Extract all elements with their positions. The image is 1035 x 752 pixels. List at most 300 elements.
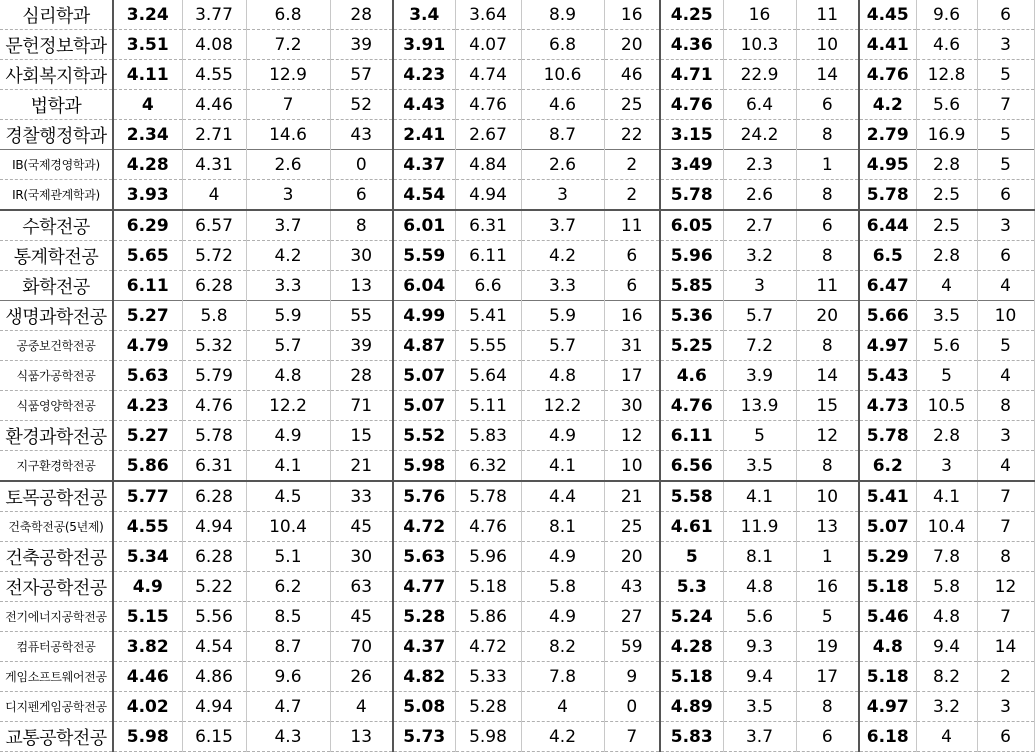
value-cell: 8.5 (246, 602, 330, 632)
value-cell: 8 (330, 210, 393, 241)
value-cell: 63 (330, 572, 393, 602)
value-cell: 4.84 (455, 150, 521, 180)
value-cell: 5.63 (393, 542, 455, 572)
value-cell: 8 (796, 451, 859, 482)
value-cell: 33 (330, 481, 393, 512)
value-cell: 5.07 (393, 361, 455, 391)
value-cell: 9.4 (723, 662, 796, 692)
value-cell: 3.49 (660, 150, 723, 180)
value-cell: 4.46 (182, 90, 246, 120)
value-cell: 5.33 (455, 662, 521, 692)
value-cell: 6.11 (113, 271, 182, 301)
value-cell: 4 (182, 180, 246, 211)
value-cell: 5.86 (455, 602, 521, 632)
value-cell: 22.9 (723, 60, 796, 90)
value-cell: 10.4 (246, 512, 330, 542)
value-cell: 4.37 (393, 632, 455, 662)
value-cell: 4.55 (182, 60, 246, 90)
value-cell: 10 (604, 451, 660, 482)
value-cell: 20 (604, 542, 660, 572)
value-cell: 9.4 (916, 632, 977, 662)
value-cell: 8.7 (521, 120, 604, 150)
value-cell: 4.76 (859, 60, 916, 90)
value-cell: 5.8 (182, 301, 246, 331)
value-cell: 4.1 (521, 451, 604, 482)
value-cell: 8 (796, 241, 859, 271)
value-cell: 5.18 (859, 572, 916, 602)
value-cell: 11.9 (723, 512, 796, 542)
value-cell: 4 (977, 271, 1034, 301)
value-cell: 3.2 (916, 692, 977, 722)
value-cell: 5.83 (455, 421, 521, 451)
table-row (0, 602, 1034, 632)
value-cell: 4.5 (246, 481, 330, 512)
value-cell: 3.2 (723, 241, 796, 271)
value-cell: 5.78 (660, 180, 723, 211)
value-cell: 59 (604, 632, 660, 662)
value-cell: 21 (330, 451, 393, 482)
table-row (0, 120, 1034, 150)
value-cell: 6.11 (660, 421, 723, 451)
value-cell: 8 (796, 180, 859, 211)
value-cell: 4.94 (182, 692, 246, 722)
value-cell: 28 (330, 361, 393, 391)
value-cell: 15 (330, 421, 393, 451)
value-cell: 10 (796, 481, 859, 512)
value-cell: 4.8 (246, 361, 330, 391)
value-cell: 6 (604, 271, 660, 301)
value-cell: 2.6 (246, 150, 330, 180)
value-cell: 5.65 (113, 241, 182, 271)
value-cell: 2.34 (113, 120, 182, 150)
value-cell: 4.76 (455, 512, 521, 542)
value-cell: 2.5 (916, 210, 977, 241)
value-cell: 5.78 (455, 481, 521, 512)
value-cell: 4.11 (113, 60, 182, 90)
value-cell: 5.07 (393, 391, 455, 421)
value-cell: 5.63 (113, 361, 182, 391)
department-name-cell: IR(국제관계학과) (0, 180, 113, 211)
value-cell: 6.32 (455, 451, 521, 482)
value-cell: 4 (113, 90, 182, 120)
value-cell: 3.7 (723, 722, 796, 752)
value-cell: 11 (796, 0, 859, 30)
value-cell: 6 (977, 722, 1034, 752)
value-cell: 5.1 (246, 542, 330, 572)
value-cell: 4.7 (246, 692, 330, 722)
value-cell: 6.04 (393, 271, 455, 301)
value-cell: 5.78 (859, 180, 916, 211)
value-cell: 3 (977, 30, 1034, 60)
table-row (0, 481, 1034, 512)
department-name-cell: 교통공학전공 (0, 722, 113, 752)
value-cell: 4.2 (246, 241, 330, 271)
value-cell: 2.41 (393, 120, 455, 150)
value-cell: 4.99 (393, 301, 455, 331)
value-cell: 17 (604, 361, 660, 391)
value-cell: 27 (604, 602, 660, 632)
value-cell: 5.7 (723, 301, 796, 331)
value-cell: 4.46 (113, 662, 182, 692)
value-cell: 5.11 (455, 391, 521, 421)
value-cell: 4.8 (916, 602, 977, 632)
value-cell: 5.43 (859, 361, 916, 391)
value-cell: 6.01 (393, 210, 455, 241)
table-row (0, 90, 1034, 120)
value-cell: 5.98 (455, 722, 521, 752)
value-cell: 3.5 (916, 301, 977, 331)
value-cell: 4 (330, 692, 393, 722)
value-cell: 46 (604, 60, 660, 90)
table-row (0, 572, 1034, 602)
value-cell: 6.28 (182, 481, 246, 512)
table-row (0, 150, 1034, 180)
value-cell: 5.72 (182, 241, 246, 271)
value-cell: 5.83 (660, 722, 723, 752)
value-cell: 4 (916, 271, 977, 301)
table-row (0, 361, 1034, 391)
value-cell: 5 (796, 602, 859, 632)
value-cell: 4.31 (182, 150, 246, 180)
value-cell: 4.9 (113, 572, 182, 602)
value-cell: 12 (796, 421, 859, 451)
value-cell: 13 (330, 722, 393, 752)
value-cell: 71 (330, 391, 393, 421)
value-cell: 7.8 (521, 662, 604, 692)
value-cell: 7 (604, 722, 660, 752)
value-cell: 4.76 (660, 90, 723, 120)
value-cell: 6 (977, 0, 1034, 30)
value-cell: 4.6 (660, 361, 723, 391)
value-cell: 3 (916, 451, 977, 482)
value-cell: 5.56 (182, 602, 246, 632)
value-cell: 16 (604, 0, 660, 30)
table-row (0, 60, 1034, 90)
value-cell: 39 (330, 331, 393, 361)
value-cell: 8.1 (521, 512, 604, 542)
value-cell: 4.1 (723, 481, 796, 512)
value-cell: 5.41 (859, 481, 916, 512)
value-cell: 5.6 (916, 90, 977, 120)
value-cell: 28 (330, 0, 393, 30)
value-cell: 5.3 (660, 572, 723, 602)
value-cell: 3.9 (723, 361, 796, 391)
department-name-cell: 환경과학전공 (0, 421, 113, 451)
table-row (0, 241, 1034, 271)
value-cell: 5.9 (521, 301, 604, 331)
value-cell: 5.59 (393, 241, 455, 271)
value-cell: 4.28 (660, 632, 723, 662)
value-cell: 0 (330, 150, 393, 180)
value-cell: 5.58 (660, 481, 723, 512)
value-cell: 6.2 (859, 451, 916, 482)
value-cell: 5.36 (660, 301, 723, 331)
value-cell: 4.86 (182, 662, 246, 692)
value-cell: 7.2 (246, 30, 330, 60)
value-cell: 17 (796, 662, 859, 692)
value-cell: 9 (604, 662, 660, 692)
value-cell: 5.79 (182, 361, 246, 391)
value-cell: 4.89 (660, 692, 723, 722)
value-cell: 4.43 (393, 90, 455, 120)
value-cell: 3.82 (113, 632, 182, 662)
value-cell: 4.08 (182, 30, 246, 60)
value-cell: 8 (977, 542, 1034, 572)
value-cell: 4.8 (859, 632, 916, 662)
value-cell: 11 (796, 271, 859, 301)
value-cell: 4.79 (113, 331, 182, 361)
value-cell: 2.6 (521, 150, 604, 180)
value-cell: 5.18 (660, 662, 723, 692)
value-cell: 6 (977, 241, 1034, 271)
value-cell: 4.9 (521, 602, 604, 632)
value-cell: 6.5 (859, 241, 916, 271)
value-cell: 26 (330, 662, 393, 692)
department-name-cell: 건축공학전공 (0, 542, 113, 572)
value-cell: 4.28 (113, 150, 182, 180)
value-cell: 5 (977, 60, 1034, 90)
value-cell: 4.61 (660, 512, 723, 542)
value-cell: 20 (604, 30, 660, 60)
value-cell: 8 (796, 120, 859, 150)
value-cell: 12.9 (246, 60, 330, 90)
value-cell: 4.76 (182, 391, 246, 421)
value-cell: 4.23 (393, 60, 455, 90)
value-cell: 9.3 (723, 632, 796, 662)
value-cell: 7.2 (723, 331, 796, 361)
department-name-cell: 전자공학전공 (0, 572, 113, 602)
value-cell: 13 (796, 512, 859, 542)
value-cell: 5.8 (521, 572, 604, 602)
value-cell: 3 (723, 271, 796, 301)
value-cell: 8.9 (521, 0, 604, 30)
table-row (0, 331, 1034, 361)
table-row (0, 662, 1034, 692)
table-row (0, 271, 1034, 301)
value-cell: 16.9 (916, 120, 977, 150)
value-cell: 5.08 (393, 692, 455, 722)
value-cell: 4.77 (393, 572, 455, 602)
value-cell: 30 (604, 391, 660, 421)
value-cell: 5 (977, 150, 1034, 180)
value-cell: 6.31 (182, 451, 246, 482)
value-cell: 31 (604, 331, 660, 361)
value-cell: 2.79 (859, 120, 916, 150)
value-cell: 3 (521, 180, 604, 211)
value-cell: 3.93 (113, 180, 182, 211)
value-cell: 4.36 (660, 30, 723, 60)
department-name-cell: 건축학전공(5년제) (0, 512, 113, 542)
value-cell: 4.82 (393, 662, 455, 692)
value-cell: 4.6 (916, 30, 977, 60)
department-name-cell: 문헌정보학과 (0, 30, 113, 60)
value-cell: 3.7 (246, 210, 330, 241)
value-cell: 6 (604, 241, 660, 271)
department-name-cell: 게임소프트웨어전공 (0, 662, 113, 692)
value-cell: 4.6 (521, 90, 604, 120)
value-cell: 6.11 (455, 241, 521, 271)
table-row (0, 421, 1034, 451)
value-cell: 3.77 (182, 0, 246, 30)
value-cell: 5.29 (859, 542, 916, 572)
value-cell: 2.5 (916, 180, 977, 211)
value-cell: 12 (604, 421, 660, 451)
value-cell: 10.6 (521, 60, 604, 90)
department-name-cell: 전기에너지공학전공 (0, 602, 113, 632)
table-row (0, 0, 1034, 30)
table-row (0, 692, 1034, 722)
value-cell: 6.8 (521, 30, 604, 60)
value-cell: 5.15 (113, 602, 182, 632)
value-cell: 3.5 (723, 692, 796, 722)
value-cell: 4.1 (916, 481, 977, 512)
department-name-cell: 수학전공 (0, 210, 113, 241)
value-cell: 4.07 (455, 30, 521, 60)
value-cell: 5.85 (660, 271, 723, 301)
value-cell: 4.2 (521, 722, 604, 752)
value-cell: 12.8 (916, 60, 977, 90)
value-cell: 8.2 (916, 662, 977, 692)
value-cell: 7.8 (916, 542, 977, 572)
value-cell: 4.2 (521, 241, 604, 271)
value-cell: 3 (977, 421, 1034, 451)
value-cell: 4.54 (393, 180, 455, 211)
department-name-cell: 생명과학전공 (0, 301, 113, 331)
department-name-cell: 컴퓨터공학전공 (0, 632, 113, 662)
value-cell: 11 (604, 210, 660, 241)
value-cell: 5.34 (113, 542, 182, 572)
value-cell: 45 (330, 602, 393, 632)
value-cell: 4.02 (113, 692, 182, 722)
value-cell: 5.7 (521, 331, 604, 361)
value-cell: 14.6 (246, 120, 330, 150)
value-cell: 6.31 (455, 210, 521, 241)
value-cell: 3.64 (455, 0, 521, 30)
value-cell: 3.15 (660, 120, 723, 150)
value-cell: 3.3 (521, 271, 604, 301)
value-cell: 6.28 (182, 542, 246, 572)
department-name-cell: 디지펜게임공학전공 (0, 692, 113, 722)
value-cell: 4.95 (859, 150, 916, 180)
value-cell: 30 (330, 542, 393, 572)
value-cell: 5.18 (859, 662, 916, 692)
department-name-cell: 법학과 (0, 90, 113, 120)
value-cell: 6.28 (182, 271, 246, 301)
table-row (0, 512, 1034, 542)
value-cell: 2.8 (916, 421, 977, 451)
value-cell: 2.8 (916, 150, 977, 180)
value-cell: 2.3 (723, 150, 796, 180)
department-name-cell: 심리학과 (0, 0, 113, 30)
value-cell: 4.73 (859, 391, 916, 421)
value-cell: 9.6 (916, 0, 977, 30)
department-name-cell: 식품영양학전공 (0, 391, 113, 421)
value-cell: 3.51 (113, 30, 182, 60)
value-cell: 8.7 (246, 632, 330, 662)
value-cell: 5.6 (723, 602, 796, 632)
value-cell: 4.41 (859, 30, 916, 60)
value-cell: 25 (604, 90, 660, 120)
value-cell: 2.71 (182, 120, 246, 150)
value-cell: 4.54 (182, 632, 246, 662)
value-cell: 4.76 (455, 90, 521, 120)
value-cell: 4.1 (246, 451, 330, 482)
value-cell: 6.44 (859, 210, 916, 241)
value-cell: 21 (604, 481, 660, 512)
value-cell: 4.72 (393, 512, 455, 542)
value-cell: 43 (604, 572, 660, 602)
value-cell: 16 (723, 0, 796, 30)
value-cell: 5.78 (859, 421, 916, 451)
value-cell: 5.24 (660, 602, 723, 632)
value-cell: 5.98 (393, 451, 455, 482)
value-cell: 4.8 (723, 572, 796, 602)
value-cell: 3 (977, 210, 1034, 241)
value-cell: 12.2 (521, 391, 604, 421)
value-cell: 5.27 (113, 421, 182, 451)
value-cell: 4.94 (455, 180, 521, 211)
department-name-cell: IB(국제경영학과) (0, 150, 113, 180)
value-cell: 3 (977, 692, 1034, 722)
department-name-cell: 식품가공학전공 (0, 361, 113, 391)
value-cell: 8 (796, 692, 859, 722)
value-cell: 4.97 (859, 331, 916, 361)
department-name-cell: 사회복지학과 (0, 60, 113, 90)
value-cell: 4.71 (660, 60, 723, 90)
value-cell: 3.7 (521, 210, 604, 241)
value-cell: 1 (796, 150, 859, 180)
value-cell: 4.9 (246, 421, 330, 451)
value-cell: 70 (330, 632, 393, 662)
value-cell: 4.25 (660, 0, 723, 30)
value-cell: 4.55 (113, 512, 182, 542)
value-cell: 4.23 (113, 391, 182, 421)
value-cell: 5.46 (859, 602, 916, 632)
value-cell: 3.4 (393, 0, 455, 30)
value-cell: 6.05 (660, 210, 723, 241)
value-cell: 6.18 (859, 722, 916, 752)
department-name-cell: 경찰행정학과 (0, 120, 113, 150)
table-row (0, 632, 1034, 662)
value-cell: 5.96 (660, 241, 723, 271)
value-cell: 5.77 (113, 481, 182, 512)
value-cell: 5.41 (455, 301, 521, 331)
value-cell: 2.6 (723, 180, 796, 211)
value-cell: 5.28 (455, 692, 521, 722)
value-cell: 5.8 (916, 572, 977, 602)
value-cell: 13.9 (723, 391, 796, 421)
value-cell: 24.2 (723, 120, 796, 150)
value-cell: 6.47 (859, 271, 916, 301)
value-cell: 10 (977, 301, 1034, 331)
value-cell: 22 (604, 120, 660, 150)
value-cell: 10.4 (916, 512, 977, 542)
value-cell: 5.78 (182, 421, 246, 451)
value-cell: 4.45 (859, 0, 916, 30)
value-cell: 5 (977, 331, 1034, 361)
value-cell: 4.2 (859, 90, 916, 120)
value-cell: 7 (246, 90, 330, 120)
value-cell: 6.2 (246, 572, 330, 602)
value-cell: 5.96 (455, 542, 521, 572)
value-cell: 45 (330, 512, 393, 542)
value-cell: 30 (330, 241, 393, 271)
value-cell: 5.7 (246, 331, 330, 361)
value-cell: 43 (330, 120, 393, 150)
value-cell: 5 (723, 421, 796, 451)
value-cell: 4.76 (660, 391, 723, 421)
department-name-cell: 통계학전공 (0, 241, 113, 271)
